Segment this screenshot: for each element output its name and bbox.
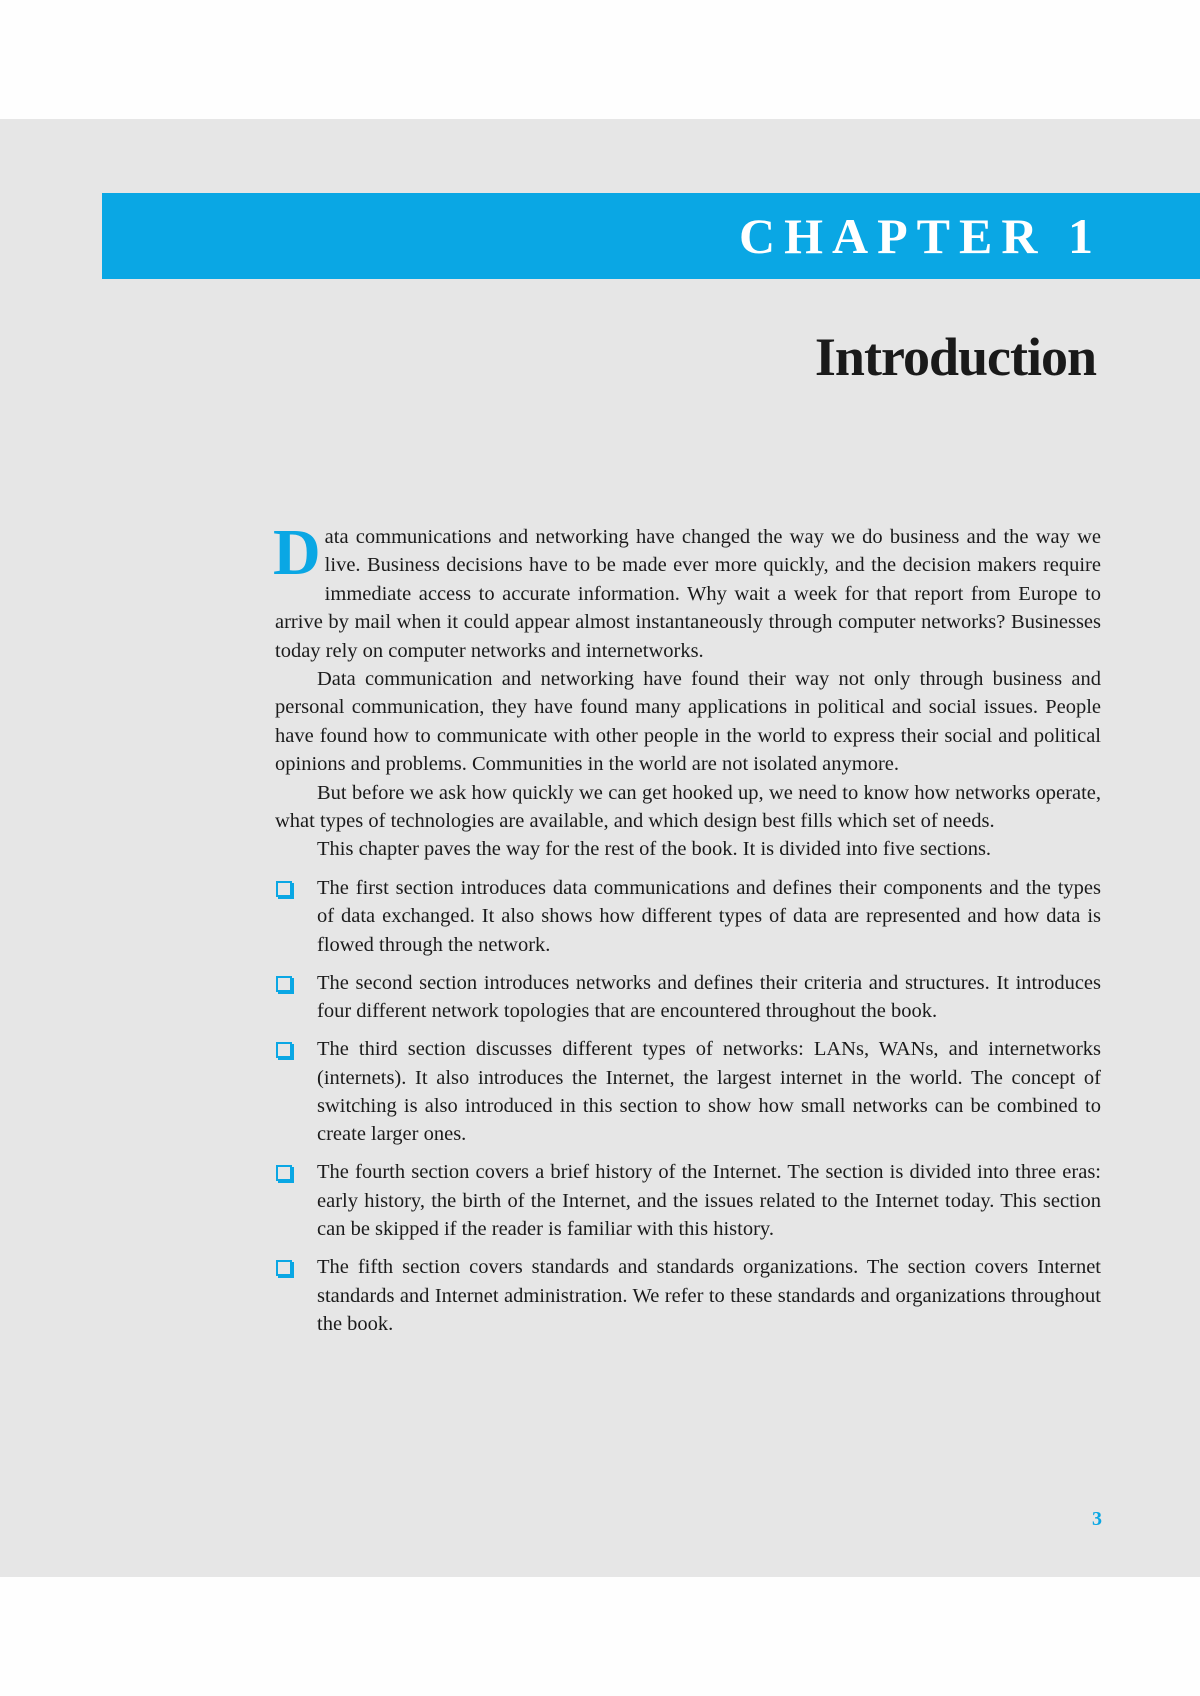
square-bullet-icon: [276, 1042, 292, 1058]
intro-paragraph-4: This chapter paves the way for the rest of the book. It is divided into five sections.: [317, 838, 992, 861]
section-list-item-text: The first section introduces data communications and defines their components and the types of data exchanged. It also shows how different types of data are represented and how data is flowed through the network.: [317, 876, 1101, 956]
chapter-title: Introduction: [814, 327, 1096, 387]
square-bullet-icon: [276, 976, 292, 992]
section-list-item: [275, 874, 1101, 959]
section-list-item: [275, 1035, 1101, 1149]
intro-paragraph-2: Data communication and networking have found their way not only through business and personal communication, they have found many applications in political and social issues. People have found how to communicate with other people in the world to express their social and political opinions and problems. Communities in the world are not isolated anymore.: [275, 668, 1101, 776]
square-bullet-icon: [276, 881, 292, 897]
section-list-item-text: The third section discusses different types of networks: LANs, WANs, and internetworks (internets). It also introduces the Internet, the largest internet in the world. The concept of switching is also introduced in this section to show how small networks can be combined to create larger ones.: [317, 1038, 1101, 1146]
section-list-item-text: The fourth section covers a brief history of the Internet. The section is divided into three eras: early history, the birth of the Internet, and the issues related to the Internet today. This section can be skipped if the reader is familiar with this history.: [317, 1161, 1101, 1241]
intro-paragraph-1: [273, 516, 1101, 665]
chapter-banner: [102, 193, 1200, 279]
section-list-item: [275, 1253, 1101, 1338]
page-number: 3: [1092, 1508, 1102, 1530]
chapter-label: CHAPTER 1: [739, 208, 1102, 264]
intro-paragraph-1-text: ata communications and networking have changed the way we do business and the way we live. Business decisions have to be made ever more quickly, and the decision makers require immediate access to accurate information. Why wait a week for that report from Europe to arrive by mail when it could appear almost instantaneously through computer networks? Businesses today rely on computer networks and internetworks.: [275, 526, 1101, 662]
section-list: [275, 874, 1101, 1338]
square-bullet-icon: [276, 1260, 292, 1276]
intro-paragraph-3: But before we ask how quickly we can get hooked up, we need to know how networks operate, what types of technologies are available, and which design best fills which set of needs.: [275, 781, 1101, 833]
book-page: [0, 119, 1200, 1577]
section-list-item: [275, 1158, 1101, 1243]
chapter-body: [273, 516, 1101, 1348]
section-list-item-text: The fifth section covers standards and standards organizations. The section covers Internet standards and Internet administration. We refer to these standards and organizations throughout the book.: [317, 1256, 1101, 1335]
section-list-item-text: The second section introduces networks and defines their criteria and structures. It introduces four different network topologies that are encountered throughout the book.: [317, 971, 1101, 1023]
drop-cap: D: [273, 516, 321, 589]
square-bullet-icon: [276, 1165, 292, 1181]
section-list-item: [275, 969, 1101, 1026]
